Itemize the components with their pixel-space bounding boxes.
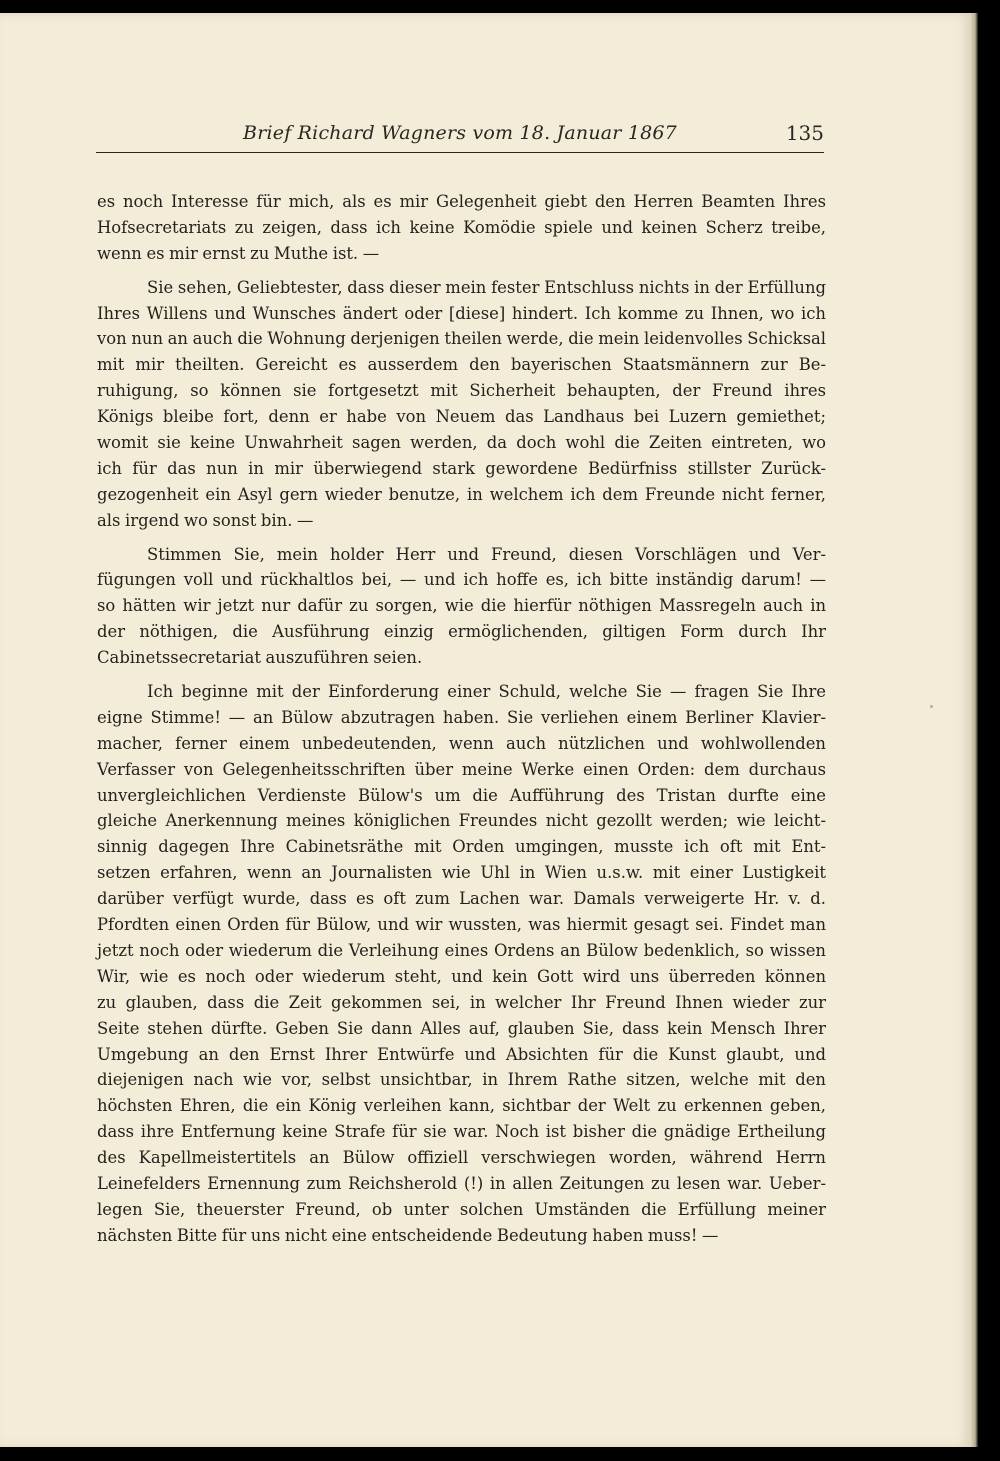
text-line: Hofsecretariats zu zeigen, dass ich keine Komödie spiele und keinen Scherz treibe, — [97, 217, 826, 237]
text-line: Wir, wie es noch oder wiederum steht, und kein Gott wird uns überreden können — [97, 966, 826, 986]
text-line: Seite stehen dürfte. Geben Sie dann Alles auf, glauben Sie, dass kein Mensch Ihrer — [97, 1018, 826, 1038]
text-line: dass ihre Entfernung keine Strafe für sie war. Noch ist bisher die gnädige Ertheilung — [97, 1122, 826, 1142]
text-line: Cabinetssecretariat auszuführen seien. — [97, 648, 423, 668]
text-line: Ihres Willens und Wunsches ändert oder [diese] hindert. Ich komme zu Ihnen, wo ich — [97, 303, 826, 323]
text-line: als irgend wo sonst bin. — — [97, 510, 314, 530]
text-line: diejenigen nach wie vor, selbst unsichtbar, in Ihrem Rathe sitzen, welche mit den — [97, 1070, 826, 1090]
text-line: es noch Interesse für mich, als es mir Gelegenheit giebt den Herren Beamten Ihres — [97, 192, 826, 211]
text-line: womit sie keine Unwahrheit sagen werden, da doch wohl die Zeiten eintreten, wo — [97, 433, 826, 453]
text-line: Verfasser von Gelegenheitsschriften über meine Werke einen Orden: dem durchaus — [97, 759, 826, 779]
paragraph — [97, 275, 826, 534]
text-line: legen Sie, theuerster Freund, ob unter solchen Umständen die Erfüllung meiner — [97, 1199, 826, 1219]
text-line: darüber verfügt wurde, dass es oft zum Lachen war. Damals verweigerte Hr. v. d. — [97, 889, 826, 909]
running-head — [96, 118, 824, 153]
text-line: gezogenheit ein Asyl gern wieder benutze, in welchem ich dem Freunde nicht ferner, — [97, 484, 826, 504]
text-line: so hätten wir jetzt nur dafür zu sorgen, wie die hierfür nöthigen Massregeln auch in — [97, 596, 826, 616]
text-line: Königs bleibe fort, denn er habe von Neuem das Landhaus bei Luzern gemiethet; — [97, 407, 826, 427]
text-line: jetzt noch oder wiederum die Verleihung eines Ordens an Bülow bedenklich, so wissen — [97, 940, 826, 960]
text-line: eigne Stimme! — an Bülow abzutragen haben. Sie verliehen einem Berliner Klavier- — [97, 707, 826, 727]
text-line: wenn es mir ernst zu Muthe ist. — — [97, 243, 380, 263]
text-line: macher, ferner einem unbedeutenden, wenn auch nützlichen und wohlwollenden — [97, 733, 826, 753]
text-line: Leinefelders Ernennung zum Reichsherold (!) in allen Zeitungen zu lesen war. Ueber- — [97, 1173, 826, 1193]
text-line: unvergleichlichen Verdienste Bülow's um die Aufführung des Tristan durfte eine — [97, 785, 826, 805]
paragraph — [97, 542, 826, 671]
text-line: nächsten Bitte für uns nicht eine entscheidende Bedeutung haben muss! — — [97, 1225, 719, 1245]
text-line: Pfordten einen Orden für Bülow, und wir wussten, was hiermit gesagt sei. Findet man — [97, 915, 826, 935]
text-line: gleiche Anerkennung meines königlichen Freundes nicht gezollt werden; wie leicht- — [97, 811, 826, 831]
text-line: des Kapellmeistertitels an Bülow offiziell verschwiegen worden, während Herrn — [97, 1148, 826, 1168]
text-line: der nöthigen, die Ausführung einzig ermöglichenden, giltigen Form durch Ihr — [97, 622, 826, 642]
text-line: mit mir theilten. Gereicht es ausserdem den bayerischen Staatsmännern zur Be- — [97, 355, 826, 375]
text-line: höchsten Ehren, die ein König verleihen kann, sichtbar der Welt zu erkennen geben, — [97, 1096, 826, 1116]
text-line: ich für das nun in mir überwiegend stark gewordene Bedürfniss stillster Zurück- — [97, 458, 826, 478]
text-line: setzen erfahren, wenn an Journalisten wie Uhl in Wien u.s.w. mit einer Lustigkeit — [97, 863, 826, 883]
text-line: von nun an auch die Wohnung derjenigen theilen werde, die mein leidenvolles Schicksal — [97, 329, 826, 349]
paragraph — [97, 189, 826, 267]
text-line: fügungen voll und rückhaltlos bei, — und ich hoffe es, ich bitte inständig darum! — — [97, 570, 826, 590]
text-line: sinnig dagegen Ihre Cabinetsräthe mit Orden umgingen, musste ich oft mit Ent- — [97, 837, 826, 857]
paragraph — [97, 679, 826, 1249]
letter-body-text — [97, 189, 826, 1257]
text-line: Ich beginne mit der Einforderung einer Schuld, welche Sie — fragen Sie Ihre — [147, 682, 826, 702]
text-line: Sie sehen, Geliebtester, dass dieser mein fester Entschluss nichts in der Erfüllung — [147, 277, 826, 297]
paper-speck — [930, 705, 933, 708]
text-line: ruhigung, so können sie fortgesetzt mit Sicherheit behaupten, der Freund ihres — [97, 381, 826, 401]
page-edge — [971, 13, 978, 1447]
text-line: zu glauben, dass die Zeit gekommen sei, in welcher Ihr Freund Ihnen wieder zur — [97, 992, 826, 1012]
text-line: Stimmen Sie, mein holder Herr und Freund, diesen Vorschlägen und Ver- — [147, 544, 826, 564]
running-title: Brief Richard Wagners vom 18. Januar 1867 — [243, 122, 677, 144]
text-line: Umgebung an den Ernst Ihrer Entwürfe und Absichten für die Kunst glaubt, und — [97, 1044, 826, 1064]
page-number: 135 — [785, 121, 824, 145]
